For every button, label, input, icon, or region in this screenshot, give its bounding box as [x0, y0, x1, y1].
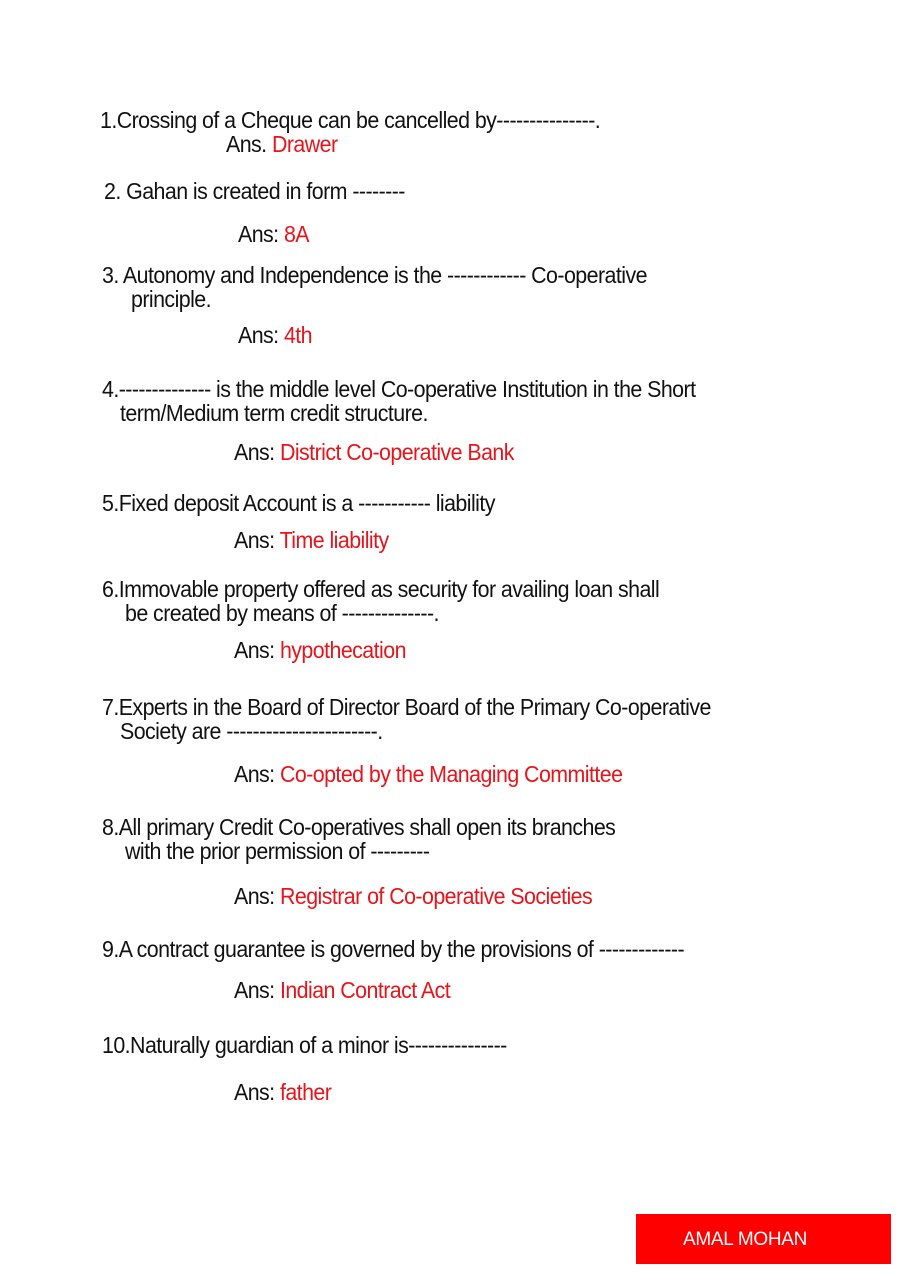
answer-1: [226, 132, 338, 156]
answer-4: [234, 440, 514, 464]
answer-2: [238, 222, 309, 246]
answer-value: father: [279, 1079, 332, 1105]
question-6-line-2: be created by means of --------------.: [125, 600, 439, 626]
answer-value: Indian Contract Act: [279, 977, 451, 1003]
answer-10: [234, 1080, 331, 1104]
question-7-line-1: 7.Experts in the Board of Director Board of the Primary Co-operative: [102, 694, 711, 720]
answer-9: [234, 978, 450, 1002]
answer-label: Ans:: [234, 439, 275, 465]
answer-8: [234, 884, 592, 908]
question-3-line-1: 3. Autonomy and Independence is the ------------ Co-operative: [102, 262, 647, 288]
author-name: AMAL MOHAN: [683, 1229, 808, 1250]
question-10-line-1: 10.Naturally guardian of a minor is---------------: [102, 1032, 507, 1058]
answer-5: [234, 528, 389, 552]
answer-value: Registrar of Co-operative Societies: [279, 883, 593, 909]
answer-label: Ans:: [238, 221, 279, 247]
answer-7: [234, 762, 622, 786]
answer-label: Ans:: [234, 883, 275, 909]
question-4-line-1: 4.-------------- is the middle level Co-operative Institution in the Short: [102, 376, 696, 402]
question-4-line-2: term/Medium term credit structure.: [120, 400, 428, 426]
answer-value: District Co-operative Bank: [279, 439, 514, 465]
answer-value: Time liability: [279, 527, 389, 553]
answer-label: Ans:: [234, 1079, 275, 1105]
answer-label: Ans:: [234, 977, 275, 1003]
answer-label: Ans:: [234, 637, 275, 663]
question-8-line-1: 8.All primary Credit Co-operatives shall open its branches: [102, 814, 616, 840]
question-8-line-2: with the prior permission of ---------: [125, 838, 430, 864]
question-6-line-1: 6.Immovable property offered as security for availing loan shall: [102, 576, 660, 602]
question-3-line-2: principle.: [131, 286, 212, 312]
answer-3: [238, 323, 312, 347]
answer-label: Ans:: [238, 322, 279, 348]
answer-value: hypothecation: [279, 637, 406, 663]
answer-label: Ans:: [234, 527, 275, 553]
question-1-line-1: 1.Crossing of a Cheque can be cancelled by---------------.: [100, 107, 601, 133]
answer-label: Ans:: [234, 761, 275, 787]
question-9-line-1: 9.A contract guarantee is governed by the provisions of -------------: [102, 936, 685, 962]
question-5-line-1: 5.Fixed deposit Account is a ----------- liability: [102, 490, 495, 516]
question-2-line-1: 2. Gahan is created in form --------: [104, 178, 405, 204]
answer-value: 8A: [283, 221, 310, 247]
answer-value: Co-opted by the Managing Committee: [279, 761, 623, 787]
answer-6: [234, 638, 406, 662]
question-7-line-2: Society are -----------------------.: [120, 718, 383, 744]
author-badge: [636, 1214, 891, 1264]
answer-label: Ans.: [226, 131, 267, 157]
answer-value: Drawer: [271, 131, 338, 157]
answer-value: 4th: [283, 322, 313, 348]
